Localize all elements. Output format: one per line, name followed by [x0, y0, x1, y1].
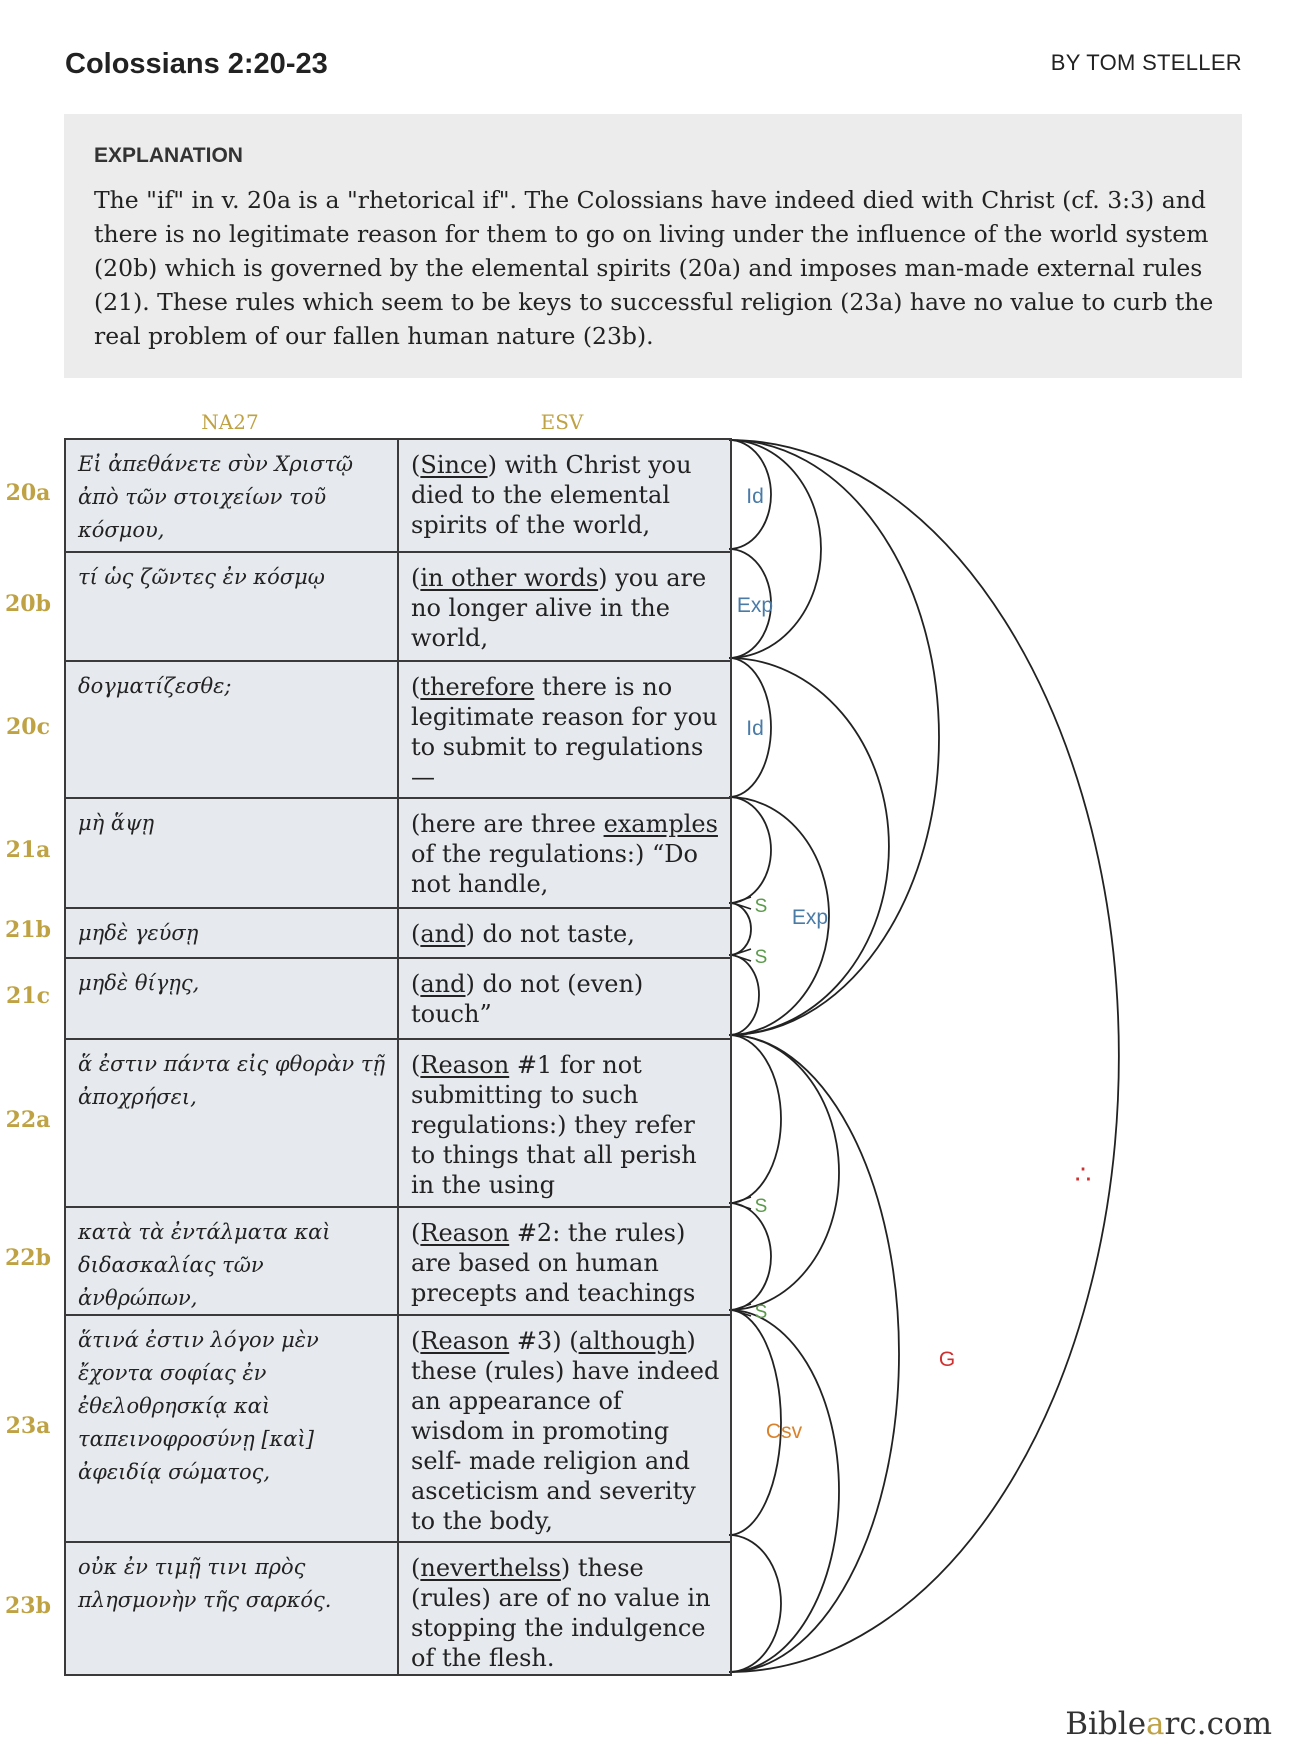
arc-21c [729, 955, 759, 1035]
relation-label-id-2: Id [746, 717, 764, 740]
arc-22a [729, 1035, 781, 1203]
esv-column-header: ESV [540, 410, 584, 434]
esv-text: ( [411, 920, 421, 948]
verse-labels [0, 0, 60, 1758]
esv-text: ) you are no longer alive in the world, [411, 564, 707, 652]
arc-20a [729, 440, 771, 549]
verse-label-22a: 22a [5, 1107, 51, 1133]
connector-word: neverthelss [420, 1554, 561, 1582]
verse-label-21c: 21c [5, 982, 50, 1009]
greek-cell-21b: μηδὲ γεύσῃ [64, 907, 399, 959]
connector-word: Reason [420, 1327, 510, 1355]
esv-text: ( [411, 564, 421, 592]
connector-word: in other words [420, 564, 599, 592]
esv-cell-23b [397, 1541, 732, 1676]
relation-label-exp-1: Exp [736, 594, 774, 617]
logo-mark: a [1146, 1706, 1165, 1742]
connector-word: Reason [420, 1219, 510, 1247]
relation-label-s-2: S [754, 947, 768, 968]
page-title: Colossians 2:20-23 [65, 48, 328, 80]
esv-text: of the regulations:) “Do not handle, [411, 840, 698, 898]
arc-20c [729, 658, 771, 797]
esv-cell-21a [397, 797, 732, 909]
arc-20c-21 [729, 658, 889, 1035]
arc-22b [729, 1203, 771, 1310]
connector-word: although [578, 1327, 687, 1355]
series-arrow-1 [733, 897, 751, 909]
relation-label-inference: ∴ [1074, 1159, 1092, 1189]
logo-text-pre: Bible [1065, 1706, 1147, 1742]
esv-cell-20a [397, 438, 732, 553]
esv-text: ) do not taste, [465, 920, 635, 948]
author-byline: BY TOM STELLER [1050, 50, 1242, 75]
connector-word: Reason [420, 1051, 510, 1079]
esv-text: ( [411, 1219, 421, 1247]
connector-word: and [420, 920, 466, 948]
esv-text: ( [411, 1554, 421, 1582]
series-arrow-3 [733, 1197, 751, 1209]
connector-word: therefore [420, 673, 535, 701]
esv-text: ) these (rules) have indeed an appearance of wisdom in promoting self- made religion and asceticism and severity to the body, [411, 1327, 720, 1535]
relation-label-g: G [938, 1348, 956, 1371]
esv-text: ( [411, 970, 421, 998]
esv-cell-22a [397, 1038, 732, 1208]
verse-label-21b: 21b [5, 917, 51, 943]
greek-cell-23a: ἅτινά ἐστιν λόγον μὲν ἔχοντα σοφίας ἐν ἐθελοθρησκίᾳ καὶ ταπεινοφροσύνῃ [καὶ] ἀφειδίᾳ σώματος, [64, 1314, 399, 1543]
relation-label-csv: Csv [765, 1420, 803, 1443]
verse-label-20c: 20c [5, 713, 50, 740]
connector-word: Since [420, 451, 488, 479]
relation-label-s-1: S [754, 896, 768, 917]
arc-23b [729, 1535, 781, 1672]
esv-text: ( [411, 1051, 421, 1079]
greek-cell-23b: οὐκ ἐν τιμῇ τινι πρὸς πλησμονὴν τῆς σαρκός. [64, 1541, 399, 1676]
biblearc-logo [1065, 1706, 1272, 1742]
arc-23a [729, 1310, 781, 1535]
arc-20b [729, 549, 774, 658]
esv-text: ( [411, 451, 421, 479]
greek-cell-20a: Εἰ ἀπεθάνετε σὺν Χριστῷ ἀπὸ τῶν στοιχείων τοῦ κόσμου, [64, 438, 399, 553]
esv-cell-22b [397, 1206, 732, 1316]
series-arrow-4 [733, 1304, 751, 1316]
relation-label-s-3: S [754, 1196, 768, 1217]
logo-text-post: rc.com [1164, 1706, 1272, 1742]
series-arrow-2 [733, 949, 751, 961]
greek-cell-22b: κατὰ τὰ ἐντάλματα καὶ διδασκαλίας τῶν ἀνθρώπων, [64, 1206, 399, 1316]
esv-cell-20c [397, 660, 732, 799]
verse-label-20b: 20b [5, 590, 51, 617]
arc-20ab [729, 440, 821, 658]
arc-main [729, 440, 1119, 1672]
verse-label-20a: 20a [5, 479, 51, 506]
connector-word: examples [603, 810, 718, 838]
esv-cell-20b [397, 551, 732, 662]
esv-text: #3) ( [509, 1327, 579, 1355]
arc-21abc [729, 797, 829, 1035]
esv-text: there is no legitimate reason for you to submit to regulations— [411, 673, 718, 791]
esv-cell-23a [397, 1314, 732, 1543]
greek-cell-22a: ἅ ἐστιν πάντα εἰς φθορὰν τῇ ἀποχρήσει, [64, 1038, 399, 1208]
explanation-text: The "if" in v. 20a is a "rhetorical if". The Colossians have indeed died with Christ (cf. 3:3) and there is no legitimate reason for them to go on living under the influence of the world system (20b) which is governed by the elemental spirits (20a) and imposes man-made external rules (21). These rules which seem to be keys to successful religion (23a) have no value to curb the real problem of our fallen human nature (23b). [94, 186, 1214, 350]
esv-text: #2: the rules) are based on human precepts and teachings [411, 1219, 696, 1307]
arc-21a [729, 797, 771, 903]
esv-text: ( [411, 1327, 421, 1355]
arc-22ab [729, 1035, 839, 1310]
verse-label-23b: 23b [5, 1592, 51, 1619]
esv-text: #1 for not submitting to such regulations:) they refer to things that all perish in the using [411, 1051, 697, 1199]
connector-word: and [420, 970, 466, 998]
relation-label-exp-2: Exp [791, 906, 829, 929]
greek-column-header: NA27 [201, 410, 259, 434]
arc-21b [729, 903, 751, 955]
arc-23ab [729, 1310, 839, 1672]
relation-label-s-4: S [754, 1302, 768, 1323]
verse-label-21a: 21a [5, 837, 51, 863]
explanation-heading: EXPLANATION [94, 144, 243, 167]
esv-cell-21b [397, 907, 732, 959]
esv-text: ) do not (even) touch” [411, 970, 644, 1028]
greek-cell-21c: μηδὲ θίγῃς, [64, 957, 399, 1040]
verse-label-22b: 22b [5, 1245, 51, 1271]
esv-text: ) with Christ you died to the elemental spirits of the world, [411, 451, 692, 539]
arc-20-21 [729, 440, 939, 1035]
greek-cell-20b: τί ὡς ζῶντες ἐν κόσμῳ [64, 551, 399, 662]
esv-cell-21c [397, 957, 732, 1040]
arc-22-23 [729, 1035, 899, 1672]
relation-label-id-1: Id [746, 485, 764, 508]
greek-cell-21a: μὴ ἅψῃ [64, 797, 399, 909]
esv-text: (here are three [411, 810, 604, 838]
esv-text: ) these (rules) are of no value in stopping the indulgence of the flesh. [411, 1554, 711, 1672]
esv-text: ( [411, 673, 421, 701]
greek-cell-20c: δογματίζεσθε; [64, 660, 399, 799]
verse-label-23a: 23a [5, 1412, 51, 1439]
